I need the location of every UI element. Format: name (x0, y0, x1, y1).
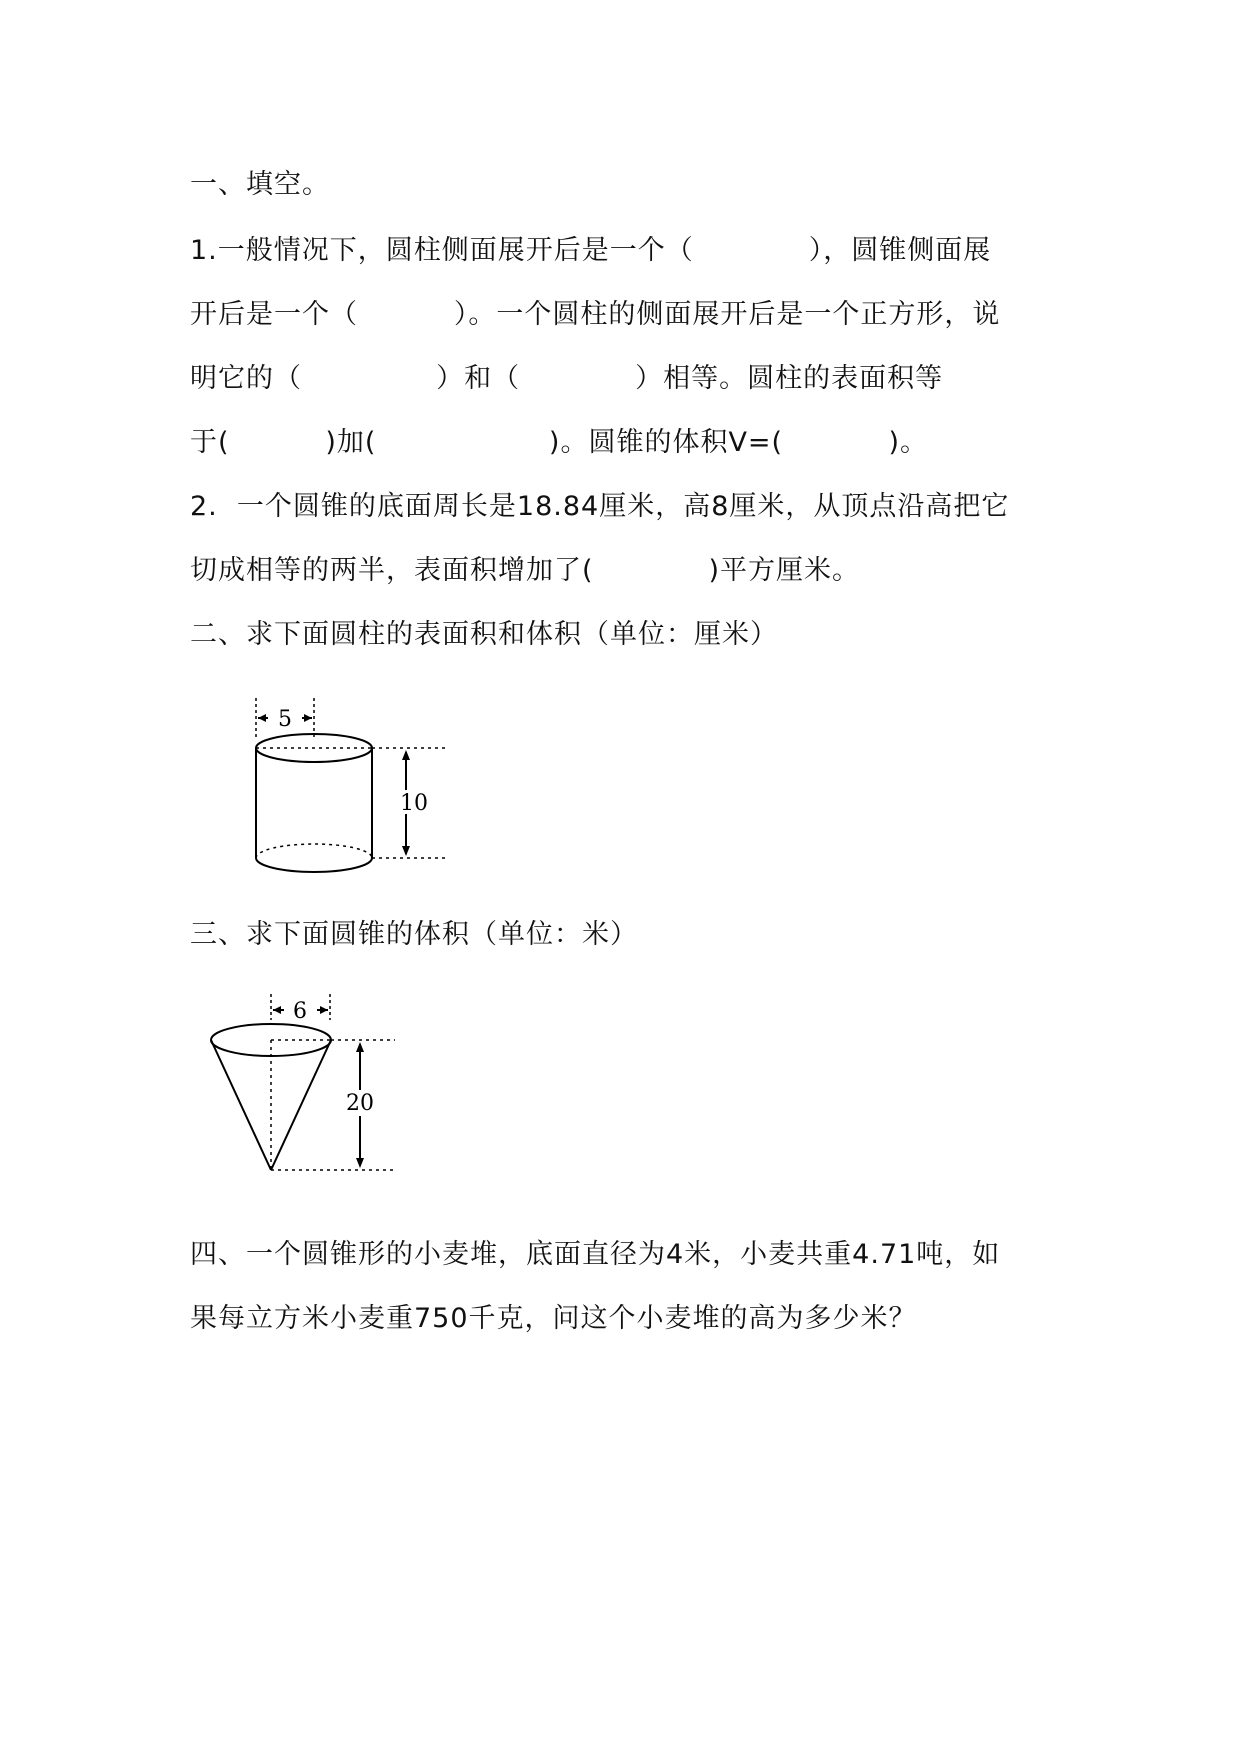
section-3-heading: 三、求下面圆锥的体积（单位：米） (190, 919, 638, 950)
cylinder-radius-label: 5 (278, 707, 292, 732)
cylinder-height-label: 10 (400, 791, 428, 816)
q1-line-4: 于( )加( )。圆锥的体积V=( )。 (190, 427, 929, 458)
q1-line-3: 明它的（ ）和（ ）相等。圆柱的表面积等 (190, 363, 944, 394)
section-1-heading: 一、填空。 (190, 169, 330, 200)
q2-line-2: 切成相等的两半，表面积增加了( )平方厘米。 (190, 555, 861, 586)
cylinder-figure (240, 690, 460, 880)
cone-radius-label: 6 (293, 999, 307, 1024)
section-4-line-1: 四、一个圆锥形的小麦堆，底面直径为4米，小麦共重4.71吨，如 (190, 1239, 1001, 1270)
section-2-heading: 二、求下面圆柱的表面积和体积（单位：厘米） (190, 619, 778, 650)
q1-line-1: 1.一般情况下，圆柱侧面展开后是一个（ ），圆锥侧面展 (190, 235, 992, 266)
cone-height-label: 20 (346, 1091, 374, 1116)
q1-line-2: 开后是一个（ ）。一个圆柱的侧面展开后是一个正方形，说 (190, 299, 1001, 330)
section-4-line-2: 果每立方米小麦重750千克，问这个小麦堆的高为多少米？ (190, 1303, 917, 1334)
q2-line-1: 2. 一个圆锥的底面周长是18.84厘米，高8厘米，从顶点沿高把它 (190, 491, 1010, 522)
cone-figure (200, 990, 420, 1190)
